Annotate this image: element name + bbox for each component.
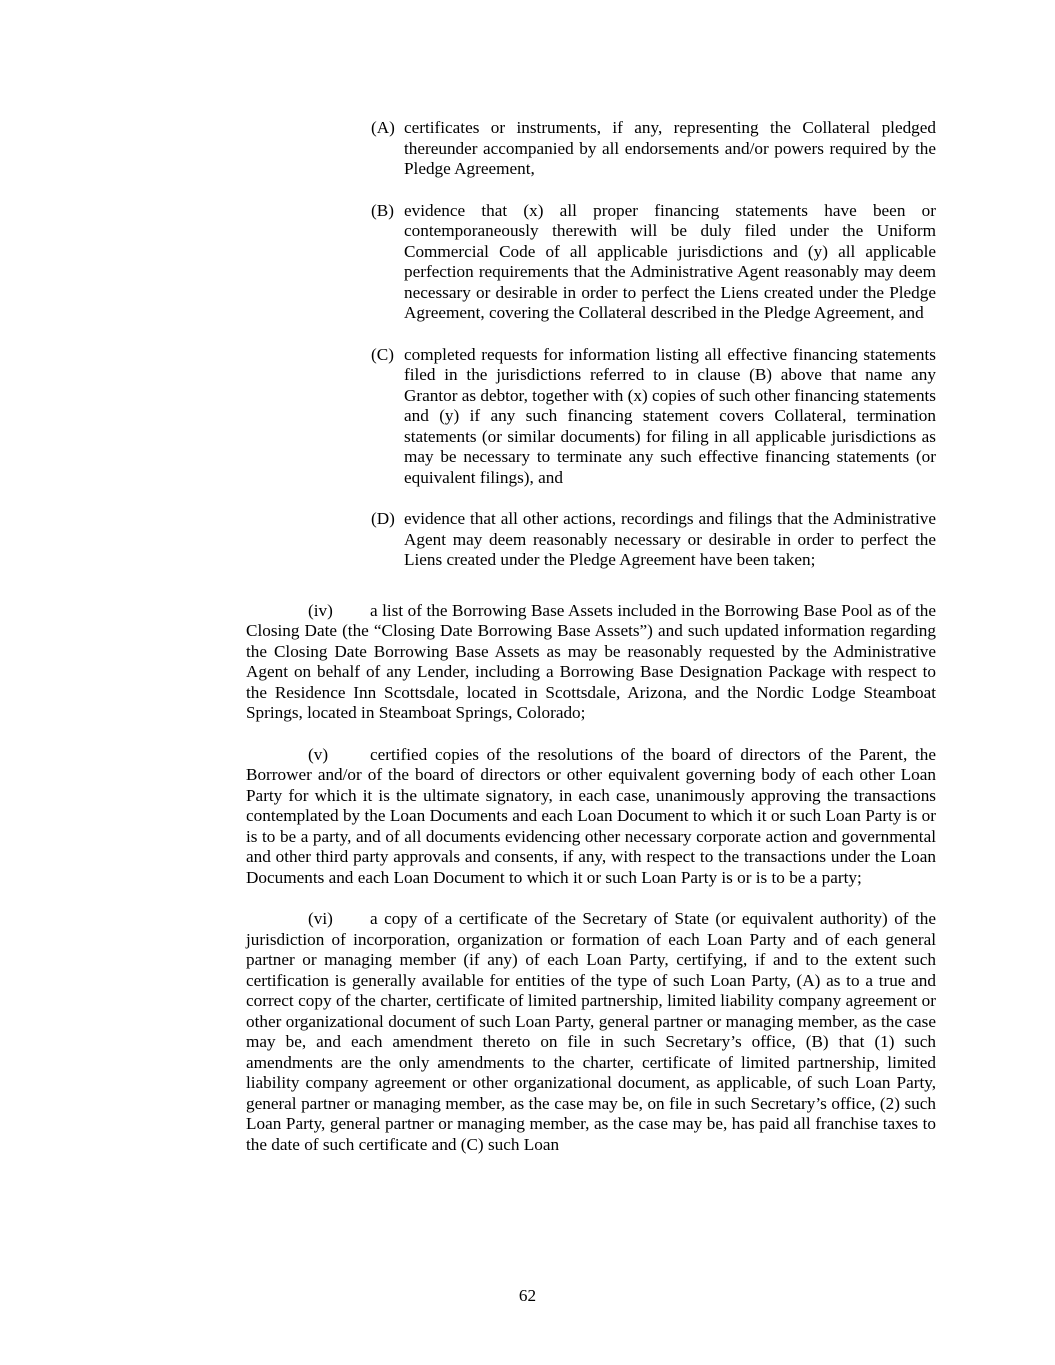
list-item-marker: (C) <box>371 344 394 364</box>
paragraph-clause-vi <box>246 909 936 1155</box>
list-item-text: evidence that all other actions, recordings and filings that the Administrative Agent may deem reasonably necessary or desirable in order to perfect the Liens created under the Pledge Agreement have been taken; <box>404 509 936 569</box>
clause-text: a list of the Borrowing Base Assets included in the Borrowing Base Pool as of the Closing Date (the “Closing Date Borrowing Base Assets”) and such updated information regarding the Closing Date Borrowing Base Assets as may be reasonably requested by the Administrative Agent on behalf of any Lender, including a Borrowing Base Designation Package with respect to the Residence Inn Scottsdale, located in Scottsdale, Arizona, and the Nordic Lodge Steamboat Springs, located in Steamboat Springs, Colorado; <box>246 600 936 722</box>
clause-numeral: (vi) <box>308 909 333 928</box>
paragraph-clause-iv <box>246 601 936 724</box>
clause-text: a copy of a certificate of the Secretary of State (or equivalent authority) of the jurisdiction of incorporation, organization or formation of each Loan Party and of each general partner or managing member (if any) of each Loan Party, certifying, if and to the extent such certification is generally available for entities of the type of such Loan Party, (A) as to a true and correct copy of the charter, certificate of limited partnership, limited liability company agreement or other organizational document of such Loan Party, general partner or managing member, as the case may be, and each amendment thereto on file in such Secretary’s office, (B) that (1) such amendments are the only amendments to the charter, certificate of limited partnership, limited liability company agreement or other organizational document, as applicable, of such Loan Party, general partner or managing member, as the case may be, on file in such Secretary’s office, (2) such Loan Party, general partner or managing member, as the case may be, has paid all franchise taxes to the date of such certificate and (C) such Loan <box>246 909 936 1154</box>
paragraph-clause-v <box>246 745 936 889</box>
list-item-marker: (D) <box>371 509 395 528</box>
list-item <box>246 118 936 180</box>
list-item-marker: (B) <box>371 200 394 220</box>
clause-numeral: (iv) <box>308 600 333 620</box>
list-item <box>246 509 936 571</box>
list-item <box>246 201 936 324</box>
page-number: 62 <box>518 1286 537 1305</box>
list-item-text: certificates or instruments, if any, representing the Collateral pledged thereunder accompanied by all endorsements and/or powers required by the Pledge Agreement, <box>404 118 936 178</box>
list-item <box>246 345 936 489</box>
list-item-text: evidence that (x) all proper financing statements have been or contemporaneously therewith will be duly filed under the Uniform Commercial Code of all applicable jurisdictions and (y) all applicable perfection requirements that the Administrative Agent reasonably may deem necessary or desirable in order to perfect the Liens created under the Pledge Agreement, covering the Collateral described in the Pledge Agreement, and <box>404 200 936 322</box>
list-item-marker: (A) <box>371 118 395 137</box>
clause-numeral: (v) <box>308 744 329 764</box>
list-item-text: completed requests for information listing all effective financing statements filed in the jurisdictions referred to in clause (B) above that name any Grantor as debtor, together with (x) copies of such other financing statements and (y) if any such financing statement covers Collateral, termination statements (or similar documents) for filing in all applicable jurisdictions as may be necessary to terminate any such effective financing statements (or equivalent filings), and <box>404 344 936 487</box>
section-spacer <box>246 592 936 601</box>
clause-text: certified copies of the resolutions of the board of directors of the Parent, the Borrower and/or of the board of directors or other equivalent governing body of each other Loan Party for which it is the ultimate signatory, in each case, unanimously approving the transactions contemplated by the Loan Documents and each Loan Document to which it or such Loan Party is or is to be a party, and of all documents evidencing other necessary corporate action and governmental and other third party approvals and consents, if any, with respect to the transactions under the Loan Documents and each Loan Document to which it or such Loan Party is or is to be a party; <box>246 744 936 887</box>
page-content <box>246 118 936 1176</box>
